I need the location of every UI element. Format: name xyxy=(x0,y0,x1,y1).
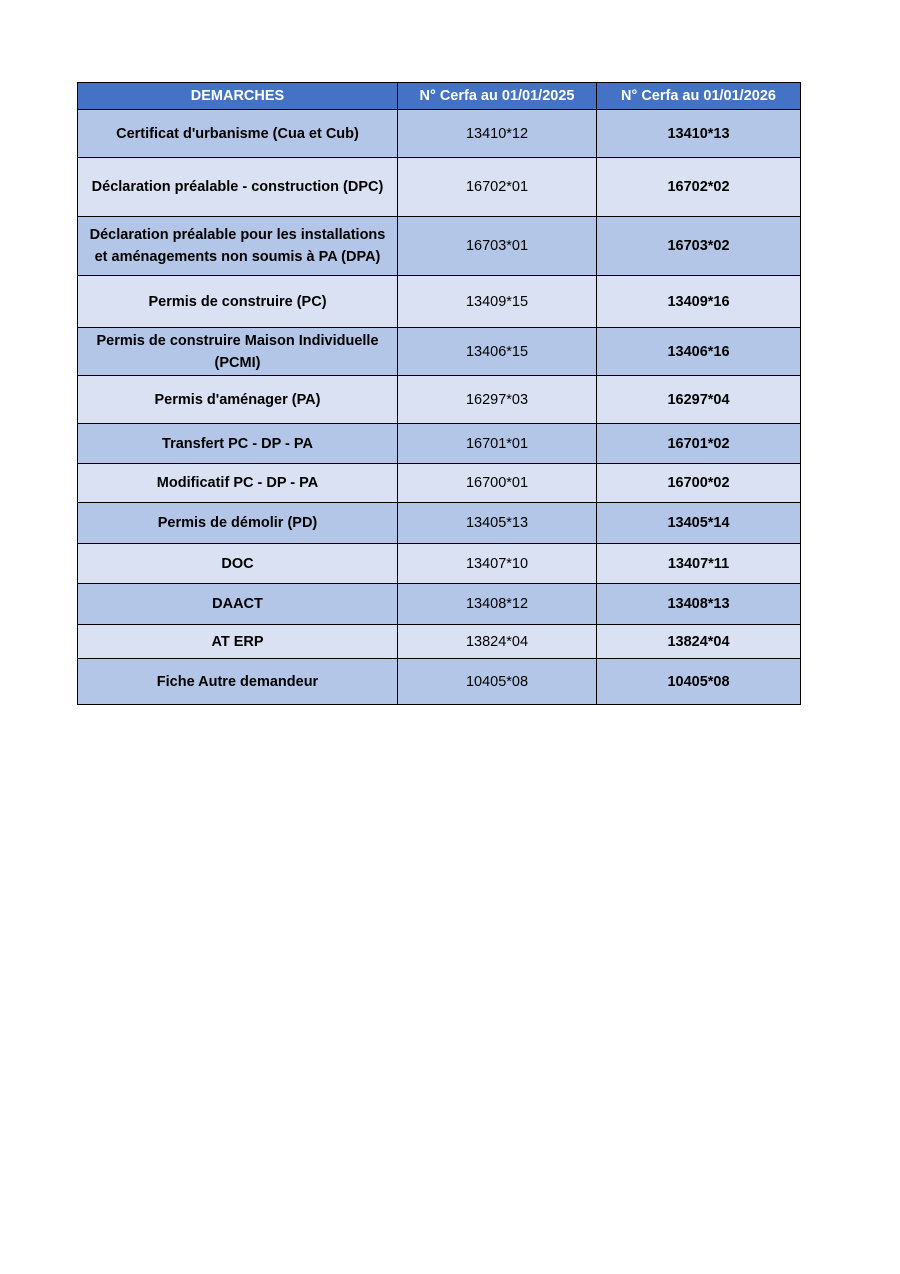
cell-demarche: AT ERP xyxy=(78,625,398,659)
cell-cerfa-2026: 16297*04 xyxy=(597,376,801,424)
table-row xyxy=(78,659,801,705)
table-row xyxy=(78,503,801,544)
table-row xyxy=(78,625,801,659)
cell-demarche: Permis de démolir (PD) xyxy=(78,503,398,544)
cell-demarche: Permis de construire (PC) xyxy=(78,276,398,328)
table-row xyxy=(78,464,801,503)
cell-cerfa-2026: 13409*16 xyxy=(597,276,801,328)
table-row xyxy=(78,217,801,276)
table-row xyxy=(78,544,801,584)
cell-cerfa-2025: 13824*04 xyxy=(398,625,597,659)
cell-cerfa-2025: 10405*08 xyxy=(398,659,597,705)
table-header xyxy=(78,83,801,110)
cell-demarche: Certificat d'urbanisme (Cua et Cub) xyxy=(78,110,398,158)
table-row xyxy=(78,584,801,625)
table-row xyxy=(78,328,801,376)
cell-cerfa-2025: 13410*12 xyxy=(398,110,597,158)
cell-demarche: Déclaration préalable - construction (DPC) xyxy=(78,158,398,217)
header-cerfa-2025: N° Cerfa au 01/01/2025 xyxy=(398,83,597,110)
cell-cerfa-2026: 16700*02 xyxy=(597,464,801,503)
table-body xyxy=(78,110,801,705)
header-cerfa-2026: N° Cerfa au 01/01/2026 xyxy=(597,83,801,110)
cell-demarche: DAACT xyxy=(78,584,398,625)
cell-cerfa-2025: 16703*01 xyxy=(398,217,597,276)
cell-demarche: Permis d'aménager (PA) xyxy=(78,376,398,424)
cell-cerfa-2025: 13406*15 xyxy=(398,328,597,376)
cell-demarche: Modificatif PC - DP - PA xyxy=(78,464,398,503)
cell-cerfa-2025: 13407*10 xyxy=(398,544,597,584)
cell-demarche: Permis de construire Maison Individuelle (PCMI) xyxy=(78,328,398,376)
cell-cerfa-2026: 13406*16 xyxy=(597,328,801,376)
table-row xyxy=(78,276,801,328)
cell-demarche: Transfert PC - DP - PA xyxy=(78,424,398,464)
table-row xyxy=(78,158,801,217)
cell-cerfa-2025: 16702*01 xyxy=(398,158,597,217)
cell-cerfa-2025: 16700*01 xyxy=(398,464,597,503)
cell-demarche: DOC xyxy=(78,544,398,584)
cell-cerfa-2025: 16297*03 xyxy=(398,376,597,424)
cell-cerfa-2025: 16701*01 xyxy=(398,424,597,464)
cell-cerfa-2026: 13407*11 xyxy=(597,544,801,584)
cell-cerfa-2026: 16703*02 xyxy=(597,217,801,276)
cell-cerfa-2026: 13410*13 xyxy=(597,110,801,158)
header-row xyxy=(78,83,801,110)
header-demarches: DEMARCHES xyxy=(78,83,398,110)
cerfa-table xyxy=(77,82,801,705)
cell-cerfa-2026: 16702*02 xyxy=(597,158,801,217)
cell-cerfa-2025: 13408*12 xyxy=(398,584,597,625)
cell-cerfa-2026: 10405*08 xyxy=(597,659,801,705)
table-row xyxy=(78,424,801,464)
cell-cerfa-2025: 13405*13 xyxy=(398,503,597,544)
cell-cerfa-2026: 16701*02 xyxy=(597,424,801,464)
cell-cerfa-2026: 13405*14 xyxy=(597,503,801,544)
cell-cerfa-2026: 13824*04 xyxy=(597,625,801,659)
cell-demarche: Déclaration préalable pour les installations et aménagements non soumis à PA (DPA) xyxy=(78,217,398,276)
cell-cerfa-2026: 13408*13 xyxy=(597,584,801,625)
cell-demarche: Fiche Autre demandeur xyxy=(78,659,398,705)
cell-cerfa-2025: 13409*15 xyxy=(398,276,597,328)
table-row xyxy=(78,110,801,158)
table-row xyxy=(78,376,801,424)
